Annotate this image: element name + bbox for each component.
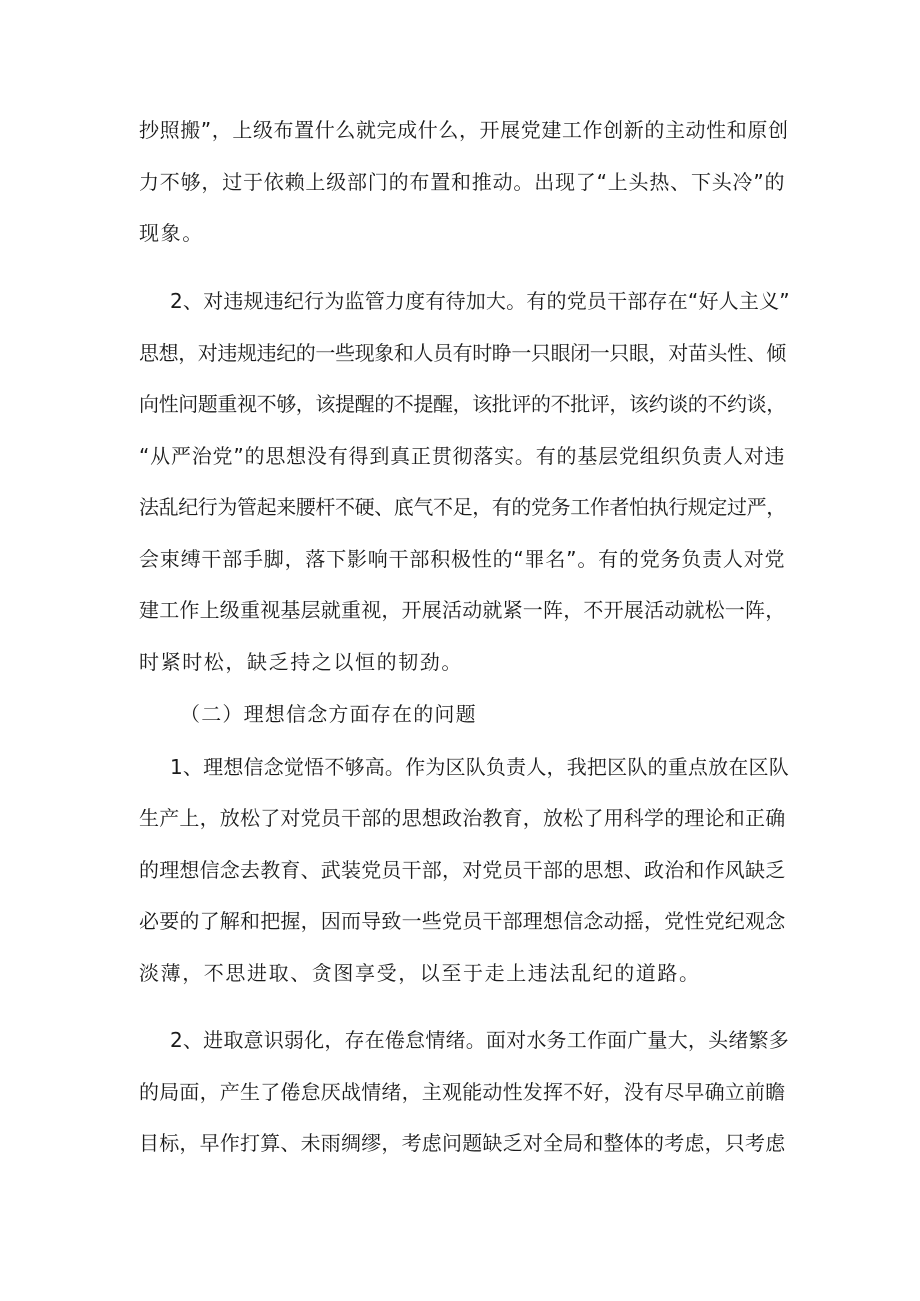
text-line: 的局面，产生了倦怠厌战情绪，主观能动性发挥不好，没有尽早确立前瞻 <box>139 1080 786 1104</box>
text-line: 法乱纪行为管起来腰杆不硬、底气不足，有的党务工作者怕执行规定过严， <box>139 495 786 519</box>
text-line: 必要的了解和把握，因而导致一些党员干部理想信念动摇，党性党纪观念 <box>139 909 786 933</box>
text-line: 目标，早作打算、未雨绸缪，考虑问题缺乏对全局和整体的考虑，只考虑 <box>139 1131 786 1155</box>
text-line: 2、进取意识弱化，存在倦怠情绪。面对水务工作面广量大，头绪繁多 <box>170 1028 789 1052</box>
text-line: 1、理想信念觉悟不够高。作为区队负责人，我把区队的重点放在区队 <box>170 755 789 779</box>
text-line: “从严治党”的思想没有得到真正贯彻落实。有的基层党组织负责人对违 <box>139 444 786 468</box>
text-line: 现象。 <box>139 221 204 245</box>
text-line: 思想，对违规违纪的一些现象和人员有时睁一只眼闭一只眼，对苗头性、倾 <box>139 341 786 365</box>
text-line: 抄照搬”，上级布置什么就完成什么，开展党建工作创新的主动性和原创 <box>139 118 789 142</box>
section-heading: （二）理想信念方面存在的问题 <box>180 702 477 726</box>
text-line: 向性问题重视不够，该提醒的不提醒，该批评的不批评，该约谈的不约谈， <box>139 392 786 416</box>
text-line: 会束缚干部手脚，落下影响干部积极性的“罪名”。有的党务负责人对党 <box>139 547 786 571</box>
text-line: 淡薄，不思进取、贪图享受，以至于走上违法乱纪的道路。 <box>139 961 701 985</box>
text-line: 2、对违规违纪行为监管力度有待加大。有的党员干部存在“好人主义” <box>170 289 790 313</box>
text-line: 力不够，过于依赖上级部门的布置和推动。出现了“上头热、下头冷”的 <box>139 170 786 194</box>
text-line: 生产上，放松了对党员干部的思想政治教育，放松了用科学的理论和正确 <box>139 806 786 830</box>
text-line: 的理想信念去教育、武装党员干部，对党员干部的思想、政治和作风缺乏 <box>139 858 786 882</box>
text-line: 时紧时松，缺乏持之以恒的韧劲。 <box>139 650 463 674</box>
text-line: 建工作上级重视基层就重视，开展活动就紧一阵，不开展活动就松一阵， <box>139 598 786 622</box>
